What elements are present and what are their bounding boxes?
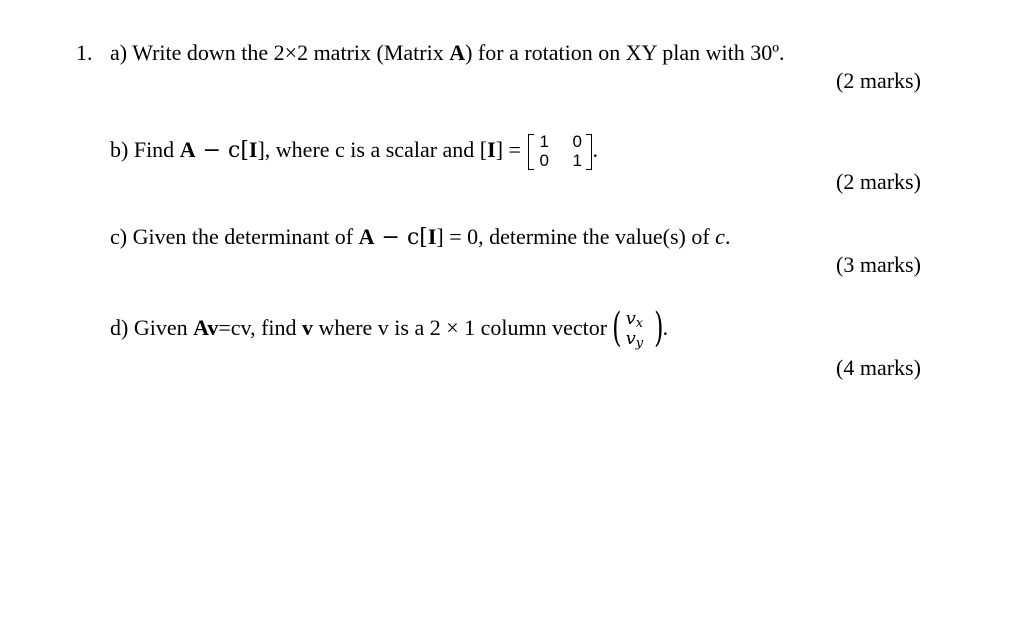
part-d-end: . (662, 315, 669, 340)
part-a-text-1: Write down the 2×2 matrix (Matrix (132, 40, 450, 65)
part-a-marks: (2 marks) (836, 68, 921, 93)
part-c-text-1: Given the determinant of (132, 224, 359, 249)
part-c-end: . (724, 224, 731, 249)
part-b-text-3: ], where c is a scalar and [ (257, 137, 488, 162)
part-a-text (110, 40, 785, 66)
vector-bottom-element (625, 327, 644, 353)
part-d-bold-1: Av (193, 315, 219, 340)
matrix-cell-22: 1 (572, 150, 582, 170)
vector-right-paren: ) (654, 304, 664, 351)
part-c-text-2: − c[ (374, 225, 428, 250)
vector-bottom-subscript: y (635, 335, 644, 351)
part-c-text-3: ] = 0, determine the value(s) of (436, 224, 716, 249)
part-d-text-3: where v is a 2 × 1 column vector (313, 315, 613, 340)
matrix-right-bracket (586, 134, 592, 170)
vector-top-subscript: x (635, 315, 644, 331)
matrix-cell-21: 0 (539, 150, 549, 170)
part-c-bold-2: I (427, 224, 437, 249)
matrix-cell-11: 1 (539, 131, 549, 151)
part-b-text-4: ] = (495, 137, 527, 162)
part-c-marks: (3 marks) (836, 252, 921, 277)
part-d-marks: (4 marks) (836, 355, 921, 380)
part-d-text (110, 306, 668, 352)
vector-bottom-symbol: v (625, 327, 636, 349)
matrix-left-bracket (528, 134, 534, 170)
part-b-bold-1: A (179, 137, 196, 162)
part-a-bold-1: A (449, 40, 466, 65)
part-c-ital-1: c (715, 224, 725, 249)
part-a-label: a) (110, 40, 128, 65)
part-d-bold-2: v (302, 315, 314, 340)
part-b-marks: (2 marks) (836, 169, 921, 194)
part-b-label: b) (110, 137, 129, 162)
part-d-label: d) (110, 315, 129, 340)
identity-matrix (528, 132, 592, 172)
part-b-text-2: − c[ (195, 138, 249, 163)
part-d-text-2: =cv, find (218, 315, 303, 340)
question-number: 1. (76, 40, 93, 65)
part-b-text (110, 130, 598, 172)
part-d-text-1: Given (133, 315, 194, 340)
part-c-label: c) (110, 224, 128, 249)
part-b-bold-2: I (248, 137, 258, 162)
vector-top-symbol: v (625, 307, 636, 329)
vector-left-paren: ( (611, 304, 622, 351)
matrix-cell-12: 0 (572, 131, 582, 151)
part-a-text-2: ) for a rotation on XY plan with 30º. (465, 40, 785, 65)
part-b-text-1: Find (133, 137, 180, 162)
part-c-text (110, 224, 730, 251)
part-c-bold-1: A (358, 224, 375, 249)
part-b-bold-3: I (487, 137, 496, 162)
column-vector (611, 304, 664, 352)
part-b-end: . (592, 137, 598, 162)
